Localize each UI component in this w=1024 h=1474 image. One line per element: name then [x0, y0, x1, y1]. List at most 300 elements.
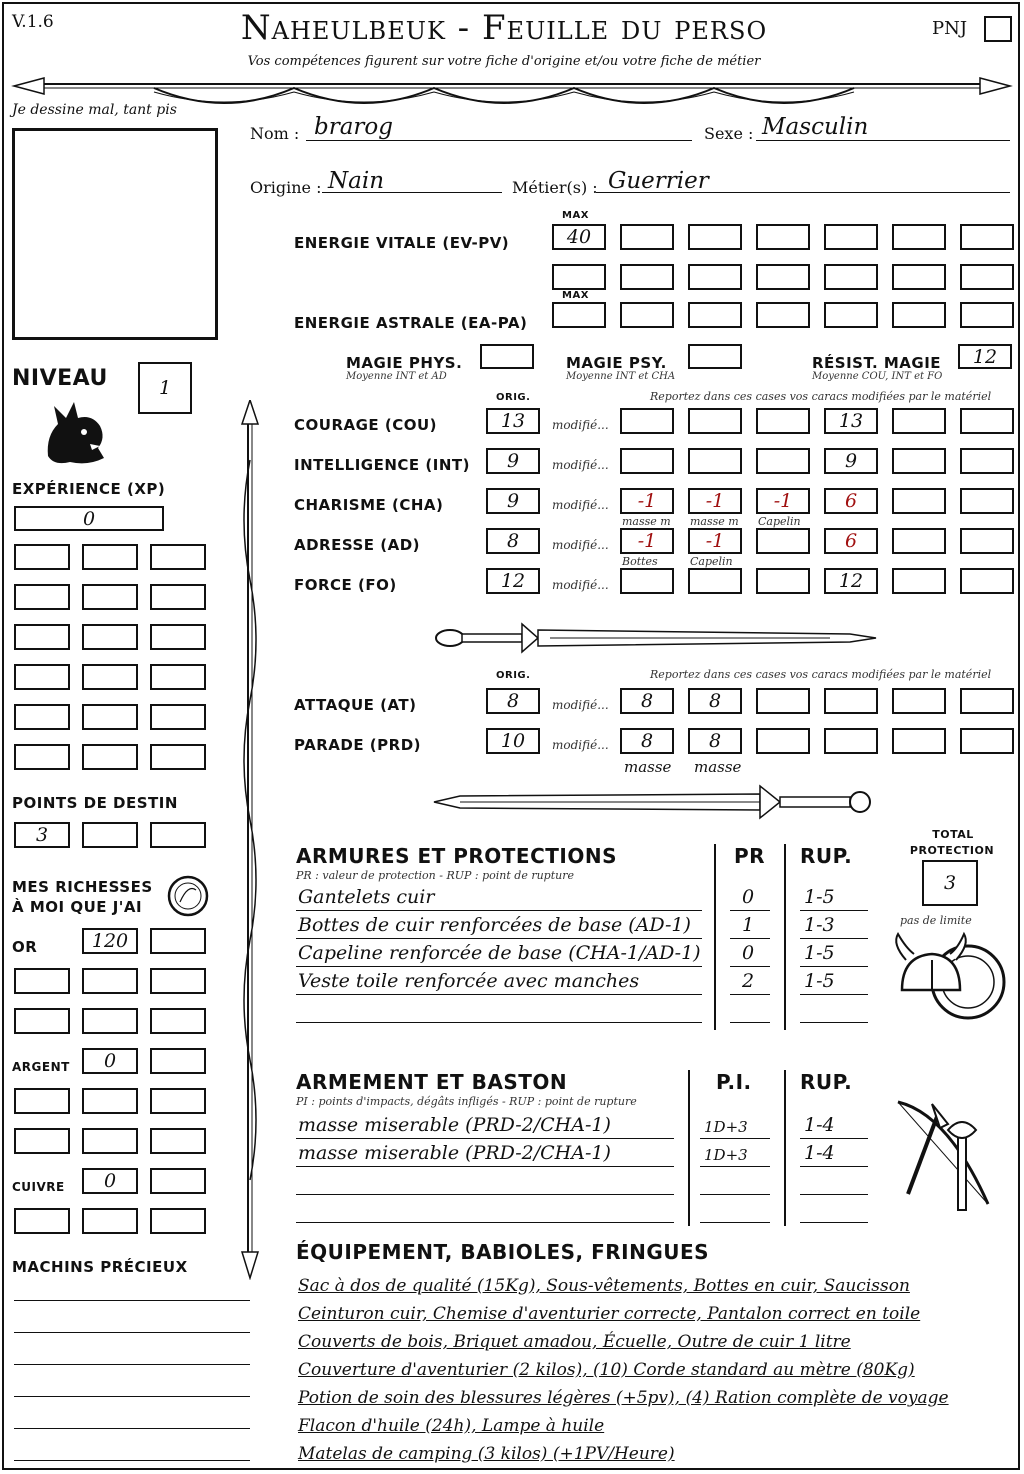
xp-box-value — [84, 706, 136, 728]
stat-mod-box[interactable] — [892, 488, 946, 514]
equipement-line: Couverts de bois, Briquet amadou, Écuelle, Outre de cuir 1 litre — [298, 1332, 851, 1352]
stat-mod-box[interactable] — [620, 528, 674, 554]
money-box-value: 0 — [103, 1050, 117, 1072]
stat-mod-box-value: -1 — [637, 490, 657, 512]
stat-mod-box[interactable] — [756, 448, 810, 474]
ev-box[interactable] — [756, 224, 810, 250]
money-box[interactable] — [150, 1048, 206, 1074]
money-box[interactable] — [82, 928, 138, 954]
ev-box-value — [894, 266, 944, 288]
ev-box-value — [758, 226, 808, 248]
combat-mod-box-value — [962, 730, 1012, 752]
stat-mod-box[interactable] — [688, 488, 742, 514]
money-box[interactable] — [150, 1128, 206, 1154]
xp-box[interactable] — [150, 704, 206, 730]
magie-psy-label: MAGIE PSY. — [566, 354, 667, 372]
magie-psy-note: Moyenne INT et CHA — [566, 371, 676, 382]
stat-mod-box[interactable] — [960, 528, 1014, 554]
ea-box-value — [894, 304, 944, 326]
money-box[interactable] — [150, 968, 206, 994]
armure-pr: 0 — [742, 942, 755, 964]
modifie-label: modifié... — [552, 498, 609, 512]
xp-box-value — [84, 546, 136, 568]
stat-label: CHARISME (CHA) — [294, 496, 444, 514]
combat-mod-box[interactable] — [688, 688, 742, 714]
ev-box[interactable] — [960, 224, 1014, 250]
ea-box[interactable] — [620, 302, 674, 328]
xp-box[interactable] — [14, 544, 70, 570]
xp-box[interactable] — [82, 744, 138, 770]
ev-box[interactable] — [756, 264, 810, 290]
money-box-value — [84, 1210, 136, 1232]
money-box-value — [16, 1210, 68, 1232]
armure-pr-line[interactable] — [730, 994, 770, 995]
money-box[interactable] — [82, 1168, 138, 1194]
armement-divider-2 — [784, 1070, 786, 1226]
machins-label: MACHINS PRÉCIEUX — [12, 1258, 188, 1276]
equipement-line: Flacon d'huile (24h), Lampe à huile — [298, 1416, 605, 1436]
origine-label: Origine : — [250, 178, 322, 197]
stat-mod-box-value — [962, 530, 1012, 552]
combat-mod-box[interactable] — [688, 728, 742, 754]
magie-phys-value — [482, 346, 532, 367]
stat-orig-box[interactable] — [486, 448, 540, 474]
stat-orig-box-value: 9 — [506, 490, 520, 512]
stat-mod-box[interactable] — [824, 528, 878, 554]
stat-mod-box[interactable] — [892, 528, 946, 554]
ev-box[interactable] — [552, 264, 606, 290]
stat-mod-box-value — [622, 410, 672, 432]
armure-rup: 1-5 — [804, 886, 835, 908]
pi-label: P.I. — [716, 1070, 752, 1094]
combat-mod-box[interactable] — [892, 728, 946, 754]
money-box[interactable] — [82, 1048, 138, 1074]
combat-mod-box-value — [894, 730, 944, 752]
combat-mod-box[interactable] — [824, 728, 878, 754]
money-box[interactable] — [82, 1088, 138, 1114]
niveau-box[interactable] — [138, 362, 192, 414]
armure-rup-line[interactable] — [800, 994, 868, 995]
armure-name: Veste toile renforcée avec manches — [298, 970, 640, 992]
xp-box-value — [84, 586, 136, 608]
sword-icon — [430, 618, 878, 658]
xp-box[interactable] — [150, 584, 206, 610]
stat-orig-box-value: 12 — [500, 570, 526, 592]
money-box[interactable] — [82, 1128, 138, 1154]
ea-box[interactable] — [824, 302, 878, 328]
combat-mod-box-value — [826, 730, 876, 752]
version-label: V.1.6 — [12, 12, 54, 32]
stat-mod-box[interactable] — [688, 528, 742, 554]
modifie-label: modifié... — [552, 458, 609, 472]
stat-mod-note: Bottes — [622, 555, 658, 568]
ev-box[interactable] — [824, 224, 878, 250]
arme-rup-line[interactable] — [800, 1222, 868, 1223]
vertical-spear-icon — [232, 400, 268, 1280]
arme-name: masse miserable (PRD-2/CHA-1) — [298, 1114, 611, 1136]
money-box-value — [16, 1130, 68, 1152]
stat-orig-box[interactable] — [486, 488, 540, 514]
orig-label-2: ORIG. — [496, 670, 531, 681]
arme-name-line[interactable] — [296, 1166, 674, 1167]
money-box[interactable] — [14, 1008, 70, 1034]
armure-rup-line[interactable] — [800, 938, 868, 939]
ev-box[interactable] — [892, 264, 946, 290]
money-box-value — [152, 1050, 204, 1072]
ea-box[interactable] — [688, 302, 742, 328]
sexe-value[interactable]: Masculin — [762, 114, 869, 140]
stat-mod-box[interactable] — [620, 408, 674, 434]
resist-magie-label: RÉSIST. MAGIE — [812, 354, 942, 372]
armement-note: PI : points d'impacts, dégâts infligés - RUP : point de rupture — [296, 1095, 637, 1108]
xp-box[interactable] — [82, 704, 138, 730]
money-box[interactable] — [150, 1088, 206, 1114]
stat-orig-box-value: 9 — [506, 450, 520, 472]
armures-divider-2 — [784, 844, 786, 1030]
armure-pr-line[interactable] — [730, 1022, 770, 1023]
ev-box[interactable] — [824, 264, 878, 290]
stat-mod-note: Capelin — [758, 515, 801, 528]
combat-orig-box[interactable] — [486, 688, 540, 714]
combat-mod-box-value — [962, 690, 1012, 712]
stat-label: FORCE (FO) — [294, 576, 397, 594]
stat-mod-box-value — [758, 450, 808, 472]
coin-icon — [166, 874, 210, 918]
xp-box-value — [84, 746, 136, 768]
destin-box-3[interactable] — [150, 822, 206, 848]
magie-phys-box[interactable] — [480, 344, 534, 369]
ea-box-value — [826, 304, 876, 326]
arme-pi-line[interactable] — [700, 1222, 770, 1223]
stat-mod-box-value: -1 — [705, 530, 725, 552]
weapons-icon — [888, 1094, 1008, 1216]
combat-mod-box-value — [758, 690, 808, 712]
ev-box-value — [690, 226, 740, 248]
xp-box-value — [152, 746, 204, 768]
magie-phys-note: Moyenne INT et AD — [346, 371, 447, 382]
stat-mod-box-value: 13 — [838, 410, 864, 432]
stat-mod-box-value — [894, 450, 944, 472]
stat-mod-box-value: 6 — [844, 490, 858, 512]
armures-note: PR : valeur de protection - RUP : point de rupture — [296, 869, 574, 882]
magie-phys-label: MAGIE PHYS. — [346, 354, 463, 372]
stat-orig-box-value: 13 — [500, 410, 526, 432]
destin-box[interactable] — [14, 822, 70, 848]
arme-pi-line[interactable] — [700, 1166, 770, 1167]
armure-pr: 1 — [742, 914, 755, 936]
ea-box[interactable] — [892, 302, 946, 328]
money-box[interactable] — [82, 1008, 138, 1034]
ea-box-value — [554, 304, 604, 326]
money-box-value — [16, 970, 68, 992]
helmet-shield-icon — [888, 930, 1008, 1030]
arme-rup-line[interactable] — [800, 1166, 868, 1167]
destin-value: 3 — [35, 824, 49, 846]
xp-box-value — [16, 586, 68, 608]
armure-rup: 1-3 — [804, 914, 835, 936]
armure-name-line[interactable] — [296, 1022, 702, 1023]
stat-mod-box-value — [962, 450, 1012, 472]
nom-label: Nom : — [250, 124, 300, 143]
money-box[interactable] — [150, 1008, 206, 1034]
arme-name: masse miserable (PRD-2/CHA-1) — [298, 1142, 611, 1164]
ea-box[interactable] — [756, 302, 810, 328]
xp-box[interactable] — [14, 624, 70, 650]
ev-box[interactable] — [620, 224, 674, 250]
machins-line[interactable] — [14, 1460, 250, 1461]
stat-mod-box[interactable] — [688, 448, 742, 474]
machins-line[interactable] — [14, 1428, 250, 1429]
combat-mod-box[interactable] — [960, 688, 1014, 714]
combat-mod-box[interactable] — [756, 728, 810, 754]
money-box[interactable] — [14, 968, 70, 994]
arme-rup: 1-4 — [804, 1114, 835, 1136]
stat-mod-box[interactable] — [960, 488, 1014, 514]
combat-mod-box[interactable] — [620, 728, 674, 754]
money-box[interactable] — [14, 1088, 70, 1114]
xp-box[interactable] — [150, 624, 206, 650]
total-protection-box[interactable] — [922, 860, 978, 906]
money-box-value — [152, 1130, 204, 1152]
ev-box[interactable] — [688, 224, 742, 250]
resist-magie-box[interactable] — [958, 344, 1012, 369]
magie-psy-box[interactable] — [688, 344, 742, 369]
ea-box-value — [962, 304, 1012, 326]
arme-rup-line[interactable] — [800, 1138, 868, 1139]
armure-rup: 1-5 — [804, 942, 835, 964]
stat-mod-box-value: -1 — [773, 490, 793, 512]
metier-value[interactable]: Guerrier — [608, 168, 709, 194]
stat-mod-box[interactable] — [688, 568, 742, 594]
money-box-value — [84, 1130, 136, 1152]
stat-mod-box[interactable] — [620, 488, 674, 514]
stat-mod-box-value — [962, 490, 1012, 512]
ea-max-label: MAX — [562, 290, 589, 301]
xp-box[interactable] — [150, 544, 206, 570]
armement-divider-1 — [688, 1070, 690, 1226]
combat-mod-box[interactable] — [960, 728, 1014, 754]
armure-rup-line[interactable] — [800, 966, 868, 967]
armure-pr: 0 — [742, 886, 755, 908]
stat-orig-box[interactable] — [486, 408, 540, 434]
stat-mod-box[interactable] — [892, 448, 946, 474]
arme-pi-line[interactable] — [700, 1138, 770, 1139]
stat-mod-box-value — [962, 570, 1012, 592]
stat-mod-box[interactable] — [892, 408, 946, 434]
xp-box[interactable] — [14, 704, 70, 730]
armure-name-line[interactable] — [296, 966, 702, 967]
stat-mod-box[interactable] — [824, 488, 878, 514]
money-box[interactable] — [150, 1208, 206, 1234]
xp-box[interactable] — [82, 584, 138, 610]
stat-mod-box-value: -1 — [637, 530, 657, 552]
experience-box[interactable] — [14, 506, 164, 531]
armure-name: Gantelets cuir — [298, 886, 435, 908]
modifie-label: modifié... — [552, 418, 609, 432]
armure-rup-line[interactable] — [800, 1022, 868, 1023]
stat-mod-box[interactable] — [756, 488, 810, 514]
stat-mod-box-value: 6 — [844, 530, 858, 552]
stat-mod-box[interactable] — [960, 408, 1014, 434]
stat-orig-box[interactable] — [486, 568, 540, 594]
machins-line[interactable] — [14, 1396, 250, 1397]
xp-box-value — [16, 746, 68, 768]
combat-note-1: masse — [624, 758, 672, 776]
machins-line[interactable] — [14, 1300, 250, 1301]
xp-box-value — [152, 546, 204, 568]
pnj-checkbox[interactable] — [984, 16, 1012, 42]
stat-orig-box-value: 8 — [506, 530, 520, 552]
xp-box[interactable] — [150, 664, 206, 690]
stat-mod-box[interactable] — [756, 408, 810, 434]
niveau-label: NIVEAU — [12, 366, 108, 391]
xp-box[interactable] — [150, 744, 206, 770]
money-box-value — [84, 970, 136, 992]
ev-box-value — [622, 226, 672, 248]
combat-label: ATTAQUE (AT) — [294, 696, 417, 714]
stat-mod-box[interactable] — [960, 448, 1014, 474]
money-box[interactable] — [14, 1208, 70, 1234]
ev-box[interactable] — [552, 224, 606, 250]
combat-mod-box[interactable] — [620, 688, 674, 714]
combat-mod-box[interactable] — [756, 688, 810, 714]
origine-value[interactable]: Nain — [328, 168, 385, 194]
stat-mod-box[interactable] — [824, 568, 878, 594]
pnj-label: PNJ — [932, 18, 968, 39]
portrait-caption: Je dessine mal, tant pis — [12, 102, 177, 118]
combat-orig-box-value: 8 — [506, 690, 520, 712]
arme-name-line[interactable] — [296, 1222, 674, 1223]
combat-mod-box-value — [758, 730, 808, 752]
stat-mod-box[interactable] — [824, 408, 878, 434]
stat-mod-box[interactable] — [688, 408, 742, 434]
stat-mod-box-value — [690, 410, 740, 432]
total-protection-value: 3 — [943, 872, 957, 894]
arme-pi-line[interactable] — [700, 1194, 770, 1195]
xp-box[interactable] — [14, 584, 70, 610]
ea-label: ENERGIE ASTRALE (EA-PA) — [294, 314, 528, 332]
stat-mod-note: Capelin — [690, 555, 733, 568]
money-box[interactable] — [82, 968, 138, 994]
ea-box[interactable] — [960, 302, 1014, 328]
stat-mod-box-value — [894, 410, 944, 432]
character-sheet — [2, 2, 1020, 1470]
stat-mod-box[interactable] — [756, 568, 810, 594]
stat-mod-box[interactable] — [960, 568, 1014, 594]
arme-rup-line[interactable] — [800, 1194, 868, 1195]
armure-pr-line[interactable] — [730, 910, 770, 911]
xp-box-value — [16, 706, 68, 728]
combat-mod-box[interactable] — [892, 688, 946, 714]
ea-box[interactable] — [552, 302, 606, 328]
stat-mod-box[interactable] — [824, 448, 878, 474]
modifie-label: modifié... — [552, 578, 609, 592]
combat-mod-box-value: 8 — [708, 730, 722, 752]
ev-box-value — [690, 266, 740, 288]
stat-mod-box-value — [690, 570, 740, 592]
ev-box[interactable] — [960, 264, 1014, 290]
ev-box-value — [894, 226, 944, 248]
armure-name-line[interactable] — [296, 938, 702, 939]
armure-pr: 2 — [742, 970, 755, 992]
armures-divider-1 — [714, 844, 716, 1030]
stat-mod-box[interactable] — [892, 568, 946, 594]
money-box[interactable] — [82, 1208, 138, 1234]
stat-mod-box[interactable] — [620, 568, 674, 594]
money-box[interactable] — [14, 1128, 70, 1154]
arme-name-line[interactable] — [296, 1194, 674, 1195]
combat-note-2: masse — [694, 758, 742, 776]
arme-name-line[interactable] — [296, 1138, 674, 1139]
stat-mod-box-value — [690, 450, 740, 472]
armure-pr-line[interactable] — [730, 966, 770, 967]
ev-box[interactable] — [688, 264, 742, 290]
ev-box-value: 40 — [566, 226, 592, 248]
stat-mod-note: masse m — [690, 515, 739, 528]
ev-box[interactable] — [892, 224, 946, 250]
modifie-label: modifié... — [552, 738, 609, 752]
nom-value[interactable]: brarog — [314, 114, 393, 140]
xp-box[interactable] — [82, 624, 138, 650]
modifie-label: modifié... — [552, 538, 609, 552]
ev-label: ENERGIE VITALE (EV-PV) — [294, 234, 510, 252]
machins-line[interactable] — [14, 1332, 250, 1333]
armure-rup: 1-5 — [804, 970, 835, 992]
xp-box[interactable] — [82, 664, 138, 690]
armure-rup-line[interactable] — [800, 910, 868, 911]
portrait-frame[interactable] — [12, 128, 218, 340]
xp-box[interactable] — [14, 744, 70, 770]
money-box[interactable] — [150, 1168, 206, 1194]
xp-box-value — [84, 626, 136, 648]
destin-box-2[interactable] — [82, 822, 138, 848]
stat-mod-box[interactable] — [620, 448, 674, 474]
combat-orig-box[interactable] — [486, 728, 540, 754]
money-box-value — [152, 1010, 204, 1032]
metier-label: Métier(s) : — [512, 178, 598, 197]
cuivre-label: CUIVRE — [12, 1180, 65, 1194]
combat-mod-box-value: 8 — [640, 730, 654, 752]
stat-label: COURAGE (COU) — [294, 416, 438, 434]
stat-mod-box-value — [962, 410, 1012, 432]
xp-box[interactable] — [82, 544, 138, 570]
stat-mod-box[interactable] — [756, 528, 810, 554]
stat-label: ADRESSE (AD) — [294, 536, 421, 554]
orig-label: ORIG. — [496, 392, 531, 403]
money-box[interactable] — [150, 928, 206, 954]
stat-orig-box[interactable] — [486, 528, 540, 554]
experience-label: EXPÉRIENCE (XP) — [12, 480, 166, 498]
armure-name-line[interactable] — [296, 994, 702, 995]
armure-pr-line[interactable] — [730, 938, 770, 939]
sword-icon-2 — [430, 782, 878, 822]
ev-box-value — [962, 226, 1012, 248]
rup-label: RUP. — [800, 844, 853, 868]
ev-box[interactable] — [620, 264, 674, 290]
xp-box-value — [152, 666, 204, 688]
combat-mod-box[interactable] — [824, 688, 878, 714]
ea-box-value — [622, 304, 672, 326]
sexe-line — [756, 140, 1010, 141]
machins-line[interactable] — [14, 1364, 250, 1365]
total-protection-note: pas de limite — [900, 914, 972, 927]
xp-box[interactable] — [14, 664, 70, 690]
ev-box-value — [622, 266, 672, 288]
modifie-label: modifié... — [552, 698, 609, 712]
armure-name-line[interactable] — [296, 910, 702, 911]
argent-label: ARGENT — [12, 1060, 70, 1074]
equipement-line: Ceinturon cuir, Chemise d'aventurier correcte, Pantalon correct en toile — [298, 1304, 921, 1324]
